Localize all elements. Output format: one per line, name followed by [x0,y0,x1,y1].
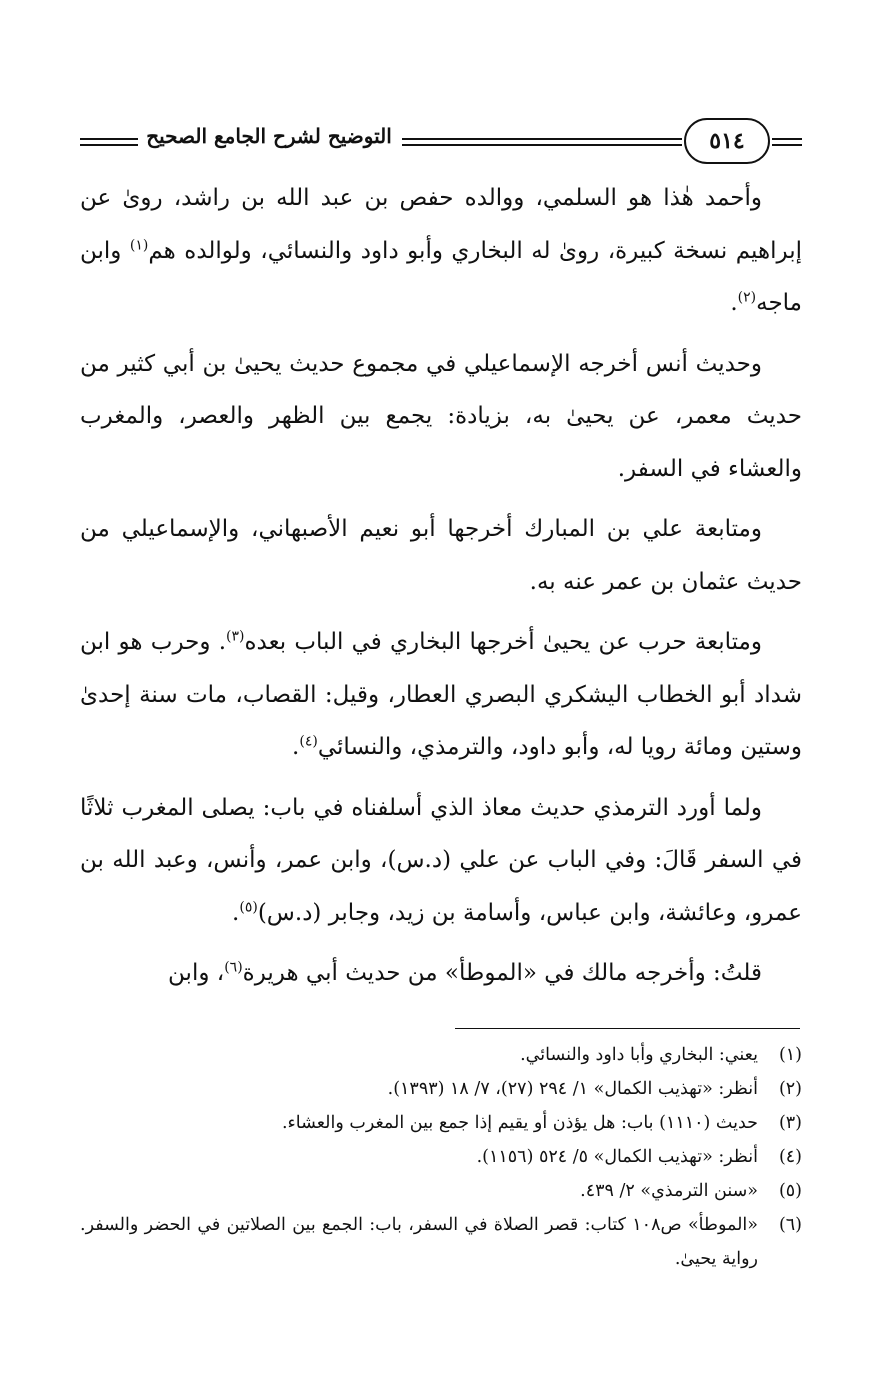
footnote-ref[interactable]: (٢) [737,289,757,306]
paragraph-text: وحديث أنس أخرجه الإسماعيلي في مجموع حديث يحيىٰ بن أبي كثير من حديث معمر، عن يحيىٰ به، بزيادة: يجمع بين الظهر والعصر، والمغرب والعشاء في السفر. [80,350,802,482]
footnote-text: «الموطأ» ص١٠٨ كتاب: قصر الصلاة في السفر، باب: الجمع بين الصلاتين في الحضر والسفر. رواية يحيىٰ. [80,1215,759,1269]
footnote-number: (٥) [778,1181,802,1201]
footnote-number: (٢) [778,1079,802,1099]
footnotes [80,1038,802,1276]
paragraph-1 [80,172,802,330]
footnote-ref[interactable]: (٤) [299,733,318,750]
footnote-ref[interactable]: (٥) [239,898,258,915]
footnote [80,1072,802,1106]
footnote-text: حديث (١١١٠) باب: هل يؤذن أو يقيم إذا جمع بين المغرب والعشاء. [281,1113,758,1133]
paragraph-text: ولما أورد الترمذي حديث معاذ الذي أسلفناه في باب: يصلى المغرب ثلاثًا في السفر قَالَ: وفي الباب عن علي (د.س)، وابن عمر، وأنس، وعبد الله بن عمرو، وعائشة، وابن عباس، وأسامة بن زيد، وجابر (د.س) [80,794,802,926]
paragraph-text: . [292,734,300,760]
paragraph-text: ومتابعة حرب عن يحيىٰ أخرجها البخاري في الباب بعده [244,629,762,655]
footnote [80,1208,802,1276]
paragraph-text: ومتابعة علي بن المبارك أخرجها أبو نعيم الأصبهاني، والإسماعيلي من حديث عثمان بن عمر عنه به. [80,516,802,595]
footnote [80,1038,802,1072]
header-rule-right [772,138,802,146]
paragraph-4 [80,616,802,774]
paragraph-text: قلتُ: وأخرجه مالك في «الموطأ» من حديث أبي هريرة [242,960,762,986]
paragraph-2 [80,338,802,496]
footnote [80,1174,802,1208]
main-text [80,172,802,1008]
paragraph-text: . [730,290,738,316]
running-title: التوضيح لشرح الجامع الصحيح [146,124,392,148]
footnote-number: (٦) [778,1215,802,1235]
paragraph-6 [80,947,802,1000]
footnote-number: (٣) [778,1113,802,1133]
paragraph-text: وأحمد هٰذا هو السلمي، ووالده حفص بن عبد الله بن راشد، روىٰ عن إبراهيم نسخة كبيرة، روىٰ له البخاري وأبو داود والنسائي، ولوالده هم [80,185,802,264]
footnote-text: أنظر: «تهذيب الكمال» ١/ ٢٩٤ (٢٧)، ٧/ ١٨ (١٣٩٣). [387,1079,758,1099]
footnote-number: (١) [778,1045,802,1065]
paragraph-3 [80,503,802,608]
paragraph-text: ، وابن [168,960,225,986]
page-header [72,118,804,168]
footnote [80,1140,802,1174]
footnote-text: يعني: البخاري وأبا داود والنسائي. [520,1045,758,1065]
footnote-text: «سنن الترمذي» ٢/ ٤٣٩. [580,1181,758,1201]
footnote-ref[interactable]: (١) [129,236,149,253]
footnote-divider [455,1028,800,1029]
page-number: ٥١٤ [684,118,770,164]
paragraph-text: . [232,899,240,926]
footnote-ref[interactable]: (٦) [224,959,243,976]
header-rule-middle [402,138,682,146]
paragraph-5 [80,782,802,940]
footnote-text: أنظر: «تهذيب الكمال» ٥/ ٥٢٤ (١١٥٦). [476,1147,758,1167]
footnote [80,1106,802,1140]
paragraph-text: . وحرب هو ابن شداد أبو الخطاب اليشكري البصري العطار، وقيل: القصاب، مات سنة إحدىٰ وستين ومائة رويا له، وأبو داود، والترمذي، والنسائي [80,629,802,760]
paragraph-text: وابن ماجه [80,237,802,316]
footnote-number: (٤) [778,1147,802,1167]
footnote-ref[interactable]: (٣) [226,628,245,645]
header-rule-left [80,138,138,146]
